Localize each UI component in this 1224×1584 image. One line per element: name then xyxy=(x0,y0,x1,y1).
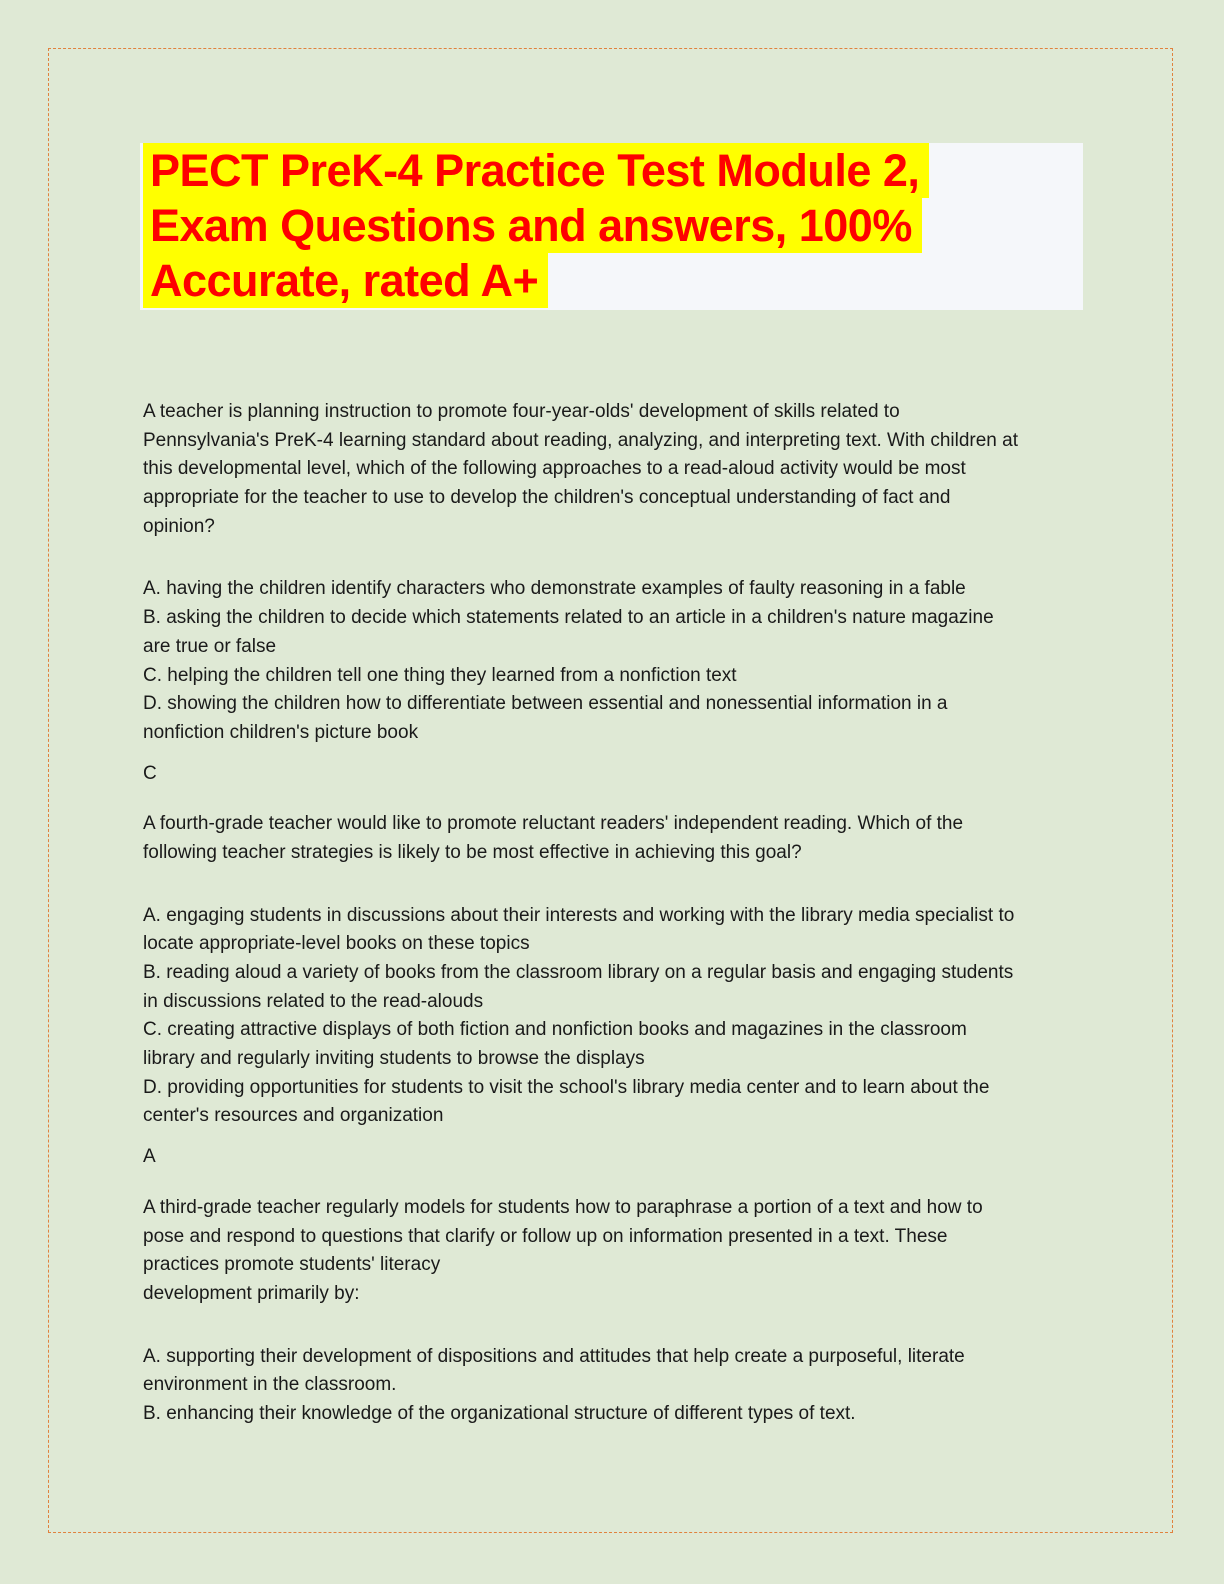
text-line: Pennsylvania's PreK-4 learning standard about reading, analyzing, and interpreting text. With children at xyxy=(143,429,1018,451)
title-line-text: PECT PreK-4 Practice Test Module 2, xyxy=(143,143,929,198)
answer-options-1 xyxy=(143,575,1018,747)
title-line-text: Exam Questions and answers, 100% xyxy=(143,198,922,253)
answer-options-3 xyxy=(143,1343,1018,1429)
option-line: nonfiction children's picture book xyxy=(143,721,419,743)
text-line: this developmental level, which of the following approaches to a read-aloud activity would be most xyxy=(143,458,966,480)
answer-key-1 xyxy=(143,760,1018,789)
option-line: D. showing the children how to differentiate between essential and nonessential information in a xyxy=(143,693,948,715)
title-line xyxy=(143,143,929,198)
answer-options-2 xyxy=(143,902,1018,1132)
option-line: A. having the children identify characters who demonstrate examples of faulty reasoning in a fable xyxy=(143,578,966,600)
option-line: B. reading aloud a variety of books from the classroom library on a regular basis and engaging students xyxy=(143,962,1014,983)
option-line: library and regularly inviting students to browse the displays xyxy=(143,1048,645,1070)
question-text-2 xyxy=(143,810,1018,867)
answer-key-2 xyxy=(143,1143,1018,1172)
option-line: B. enhancing their knowledge of the organizational structure of different types of text. xyxy=(143,1402,856,1424)
title-line-text: Accurate, rated A+ xyxy=(143,253,548,308)
option-line: locate appropriate-level books on these topics xyxy=(143,933,530,955)
question-text-3 xyxy=(143,1194,1018,1309)
option-line: environment in the classroom. xyxy=(143,1374,397,1396)
option-line: A. engaging students in discussions about their interests and working with the library media specialist to xyxy=(143,904,1015,926)
page-title xyxy=(143,143,929,308)
text-line: following teacher strategies is likely to be most effective in achieving this goal? xyxy=(143,841,802,863)
text-line: appropriate for the teacher to use to develop the children's conceptual understanding of fact and xyxy=(143,487,951,509)
text-line: A fourth-grade teacher would like to promote reluctant readers' independent reading. Which of the xyxy=(143,813,964,835)
text-line: A teacher is planning instruction to promote four-year-olds' development of skills related to xyxy=(143,401,900,422)
question-text-1 xyxy=(143,398,1018,541)
option-line: A. supporting their development of dispositions and attitudes that help create a purposeful, literate xyxy=(143,1345,965,1367)
title-line xyxy=(143,253,929,308)
title-line xyxy=(143,198,929,253)
text-line: A third-grade teacher regularly models for students how to paraphrase a portion of a text and how to xyxy=(143,1196,983,1218)
option-line: are true or false xyxy=(143,635,277,657)
option-line: D. providing opportunities for students to visit the school's library media center and to learn about the xyxy=(143,1076,990,1098)
option-line: C. helping the children tell one thing they learned from a nonfiction text xyxy=(143,664,737,686)
text-line: pose and respond to questions that clarify or follow up on information presented in a text. These xyxy=(143,1225,948,1247)
option-line: in discussions related to the read-alouds xyxy=(143,990,484,1012)
document-body xyxy=(143,398,1018,1441)
text-line: development primarily by: xyxy=(143,1282,360,1304)
text-line: practices promote students' literacy xyxy=(143,1254,441,1276)
answer-letter: C xyxy=(143,762,157,784)
answer-letter: A xyxy=(143,1146,156,1168)
text-line: opinion? xyxy=(143,515,215,537)
option-line: C. creating attractive displays of both fiction and nonfiction books and magazines in the classroom xyxy=(143,1019,967,1041)
option-line: B. asking the children to decide which statements related to an article in a children's nature magazine xyxy=(143,607,994,629)
option-line: center's resources and organization xyxy=(143,1105,444,1127)
